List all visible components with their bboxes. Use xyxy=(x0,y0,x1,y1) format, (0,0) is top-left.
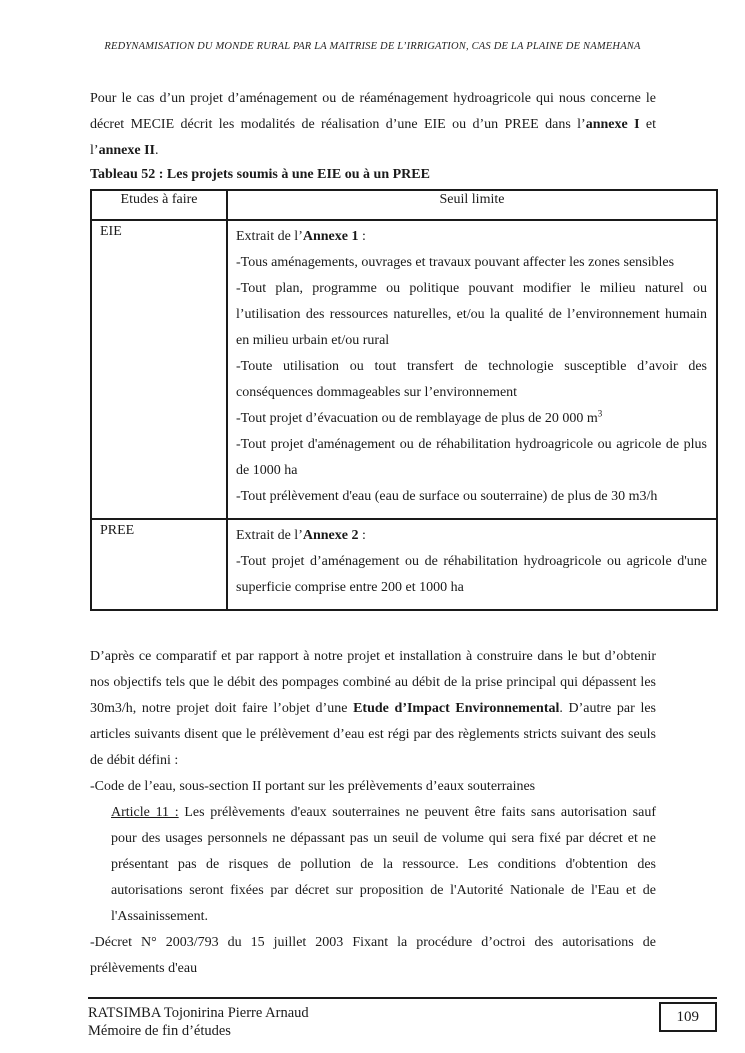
eie-label-cell: EIE xyxy=(91,220,227,519)
projects-eie-pree-table xyxy=(90,189,718,611)
eie-item-3: -Toute utilisation ou tout transfert de technologie susceptible d’avoir des conséquences dommageables sur l’environnement xyxy=(236,359,707,400)
analysis-seg-0: D’après ce comparatif et par rapport à notre projet et installation à construire dans le but d’obtenir nos objectifs tels que le débit des pompages combiné au débit de la prise principal qui dépassent les 30m3/h, notre projet doit faire l’objet d’une xyxy=(90,649,656,716)
eie-extract-prefix: Extrait de l’ xyxy=(236,229,303,244)
eie-item-4-superscript: 3 xyxy=(597,408,603,419)
intro-seg-2: et l’ xyxy=(90,117,657,158)
table-row-pree xyxy=(91,519,717,610)
analysis-paragraph xyxy=(90,644,656,774)
col-header-etudes: Etudes à faire xyxy=(91,190,227,220)
pree-extract-prefix: Extrait de l’ xyxy=(236,528,303,543)
code-eau-line: -Code de l’eau, sous-section II portant sur les prélèvements d’eaux souterraines xyxy=(90,779,536,794)
footer-work-title: Mémoire de fin d’études xyxy=(88,1023,231,1039)
eie-extract-annexe: Annexe 1 xyxy=(302,229,359,244)
intro-seg-0: Pour le cas d’un projet d’aménagement ou de réaménagement hydroagricole qui nous concerne le décret MECIE décrit les modalités de réalisation d’une EIE ou d’un PREE dans l’ xyxy=(90,91,656,132)
intro-seg-annexe-1: annexe I xyxy=(585,117,640,132)
pree-item-1: -Tout projet d’aménagement ou de réhabilitation hydroagricole ou agricole d'une superficie comprise entre 200 et 1000 ha xyxy=(236,554,707,595)
analysis-seg-bold: Etude d’Impact Environnemental xyxy=(353,701,560,716)
article-11-label: Article 11 : xyxy=(111,805,179,820)
page-number-box xyxy=(659,1002,718,1032)
table-caption: Tableau 52 : Les projets soumis à une EIE ou à un PREE xyxy=(90,167,430,182)
eie-extract-line xyxy=(236,224,707,250)
decret-paragraph: -Décret N° 2003/793 du 15 juillet 2003 Fixant la procédure d’octroi des autorisations de prélèvements d'eau xyxy=(90,935,656,976)
footer-credits xyxy=(88,1002,309,1040)
pree-label-cell: PREE xyxy=(91,519,227,610)
eie-item-6: -Tout prélèvement d'eau (eau de surface ou souterraine) de plus de 30 m3/h xyxy=(236,489,658,504)
eie-item-4 xyxy=(236,406,707,432)
pree-extract-suffix: : xyxy=(358,528,366,543)
intro-seg-4: . xyxy=(154,143,159,158)
pree-extract-annexe: Annexe 2 xyxy=(302,528,359,543)
eie-item-1: -Tous aménagements, ouvrages et travaux pouvant affecter les zones sensibles xyxy=(236,255,675,270)
pree-extract-line xyxy=(236,523,707,549)
table-row-eie xyxy=(91,220,717,519)
eie-item-4-text: -Tout projet d’évacuation ou de remblayage de plus de 20 000 m xyxy=(236,411,598,426)
page-content xyxy=(90,86,718,982)
running-header-text: REDYNAMISATION DU MONDE RURAL PAR LA MAITRISE DE L’IRRIGATION, CAS DE LA PLAINE DE NAMEHANA xyxy=(104,41,641,52)
table-header-row xyxy=(91,190,717,220)
pree-detail-cell xyxy=(227,519,717,610)
intro-seg-annexe-2: annexe II xyxy=(98,143,155,158)
eie-detail-cell xyxy=(227,220,717,519)
col-header-seuil: Seuil limite xyxy=(227,190,717,220)
eie-item-5: -Tout projet d'aménagement ou de réhabilitation hydroagricole ou agricole de plus de 1000 ha xyxy=(236,437,707,478)
footer-author: RATSIMBA Tojonirina Pierre Arnaud xyxy=(88,1005,309,1021)
analysis-seg-2: . D’autre par les articles suivants disent que le prélèvement d’eau est régi par des règlements stricts suivant des seuls de débit défini : xyxy=(90,701,656,768)
article-11-block xyxy=(111,800,656,930)
article-11-body: Les prélèvements d'eaux souterraines ne peuvent être faits sans autorisation sauf pour des usages personnels ne dépassant pas un seuil de volume qui sera fixé par décret et ne présentant pas de risques de pollution de la ressource. Les conditions d'obtention des autorisations seront fixées par décret sur proposition de l'Autorité Nationale de l'Eau et de l'Assainissement. xyxy=(111,805,656,924)
eie-extract-suffix: : xyxy=(358,229,366,244)
running-header xyxy=(0,41,745,52)
page-number: 109 xyxy=(676,1009,699,1025)
eie-item-2: -Tout plan, programme ou politique pouvant modifier le milieu naturel ou l’utilisation des ressources naturelles, et/ou la qualité de l’environnement humain en milieu urbain et/ou rural xyxy=(236,281,707,348)
page-footer xyxy=(88,997,717,1040)
intro-paragraph xyxy=(90,86,656,164)
